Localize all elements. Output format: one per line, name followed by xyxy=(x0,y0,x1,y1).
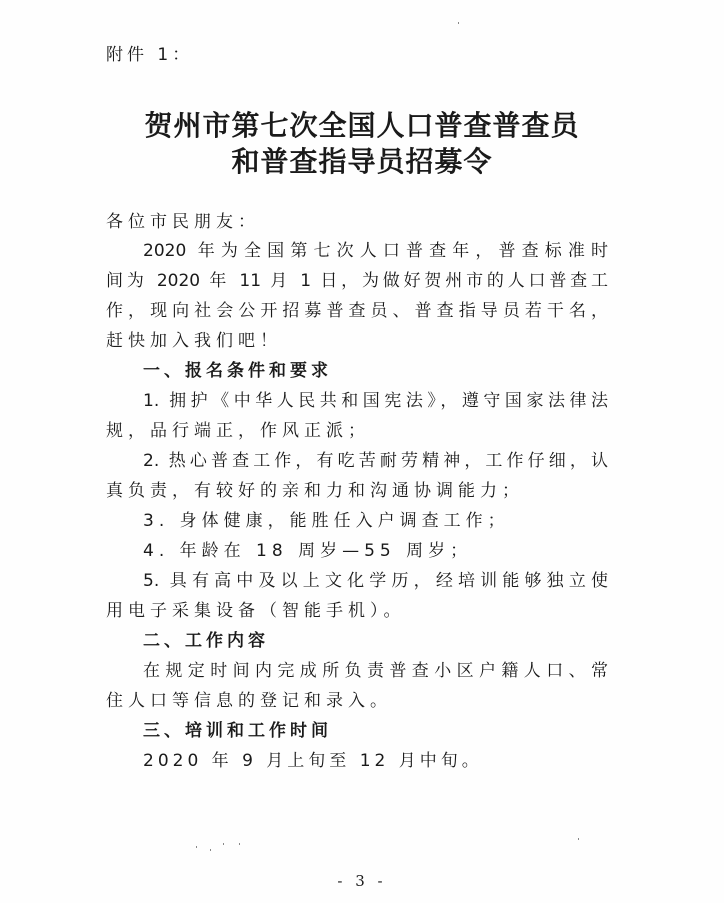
page-number: - 3 - xyxy=(337,872,387,890)
section-heading-work-content: 二、工作内容 xyxy=(143,631,269,651)
scan-speck xyxy=(210,849,211,851)
scan-speck xyxy=(458,22,459,24)
scan-speck xyxy=(196,846,197,848)
intro-line: 间为 2020 年 11 月 1 日，为做好贺州市的人口普查工 xyxy=(106,271,608,291)
section-heading-requirements: 一、报名条件和要求 xyxy=(143,361,332,381)
requirement-line: 5. 具有高中及以上文化学历，经培训能够独立使 xyxy=(143,571,608,591)
requirement-line: 真负责，有较好的亲和力和沟通协调能力； xyxy=(106,481,524,501)
scan-speck xyxy=(578,838,579,840)
requirement-line: 2. 热心普查工作，有吃苦耐劳精神，工作仔细，认 xyxy=(143,451,608,471)
requirement-line: 规，品行端正，作风正派； xyxy=(106,421,370,441)
requirement-line: 1. 拥护《中华人民共和国宪法》，遵守国家法律法 xyxy=(143,391,608,411)
document-title-line-1: 贺州市第七次全国人口普查普查员 xyxy=(144,109,580,142)
scan-speck xyxy=(223,843,224,845)
requirement-line: 4. 年龄在 18 周岁—55 周岁； xyxy=(143,541,473,561)
intro-line: 2020 年为全国第七次人口普查年，普查标准时 xyxy=(143,241,608,261)
work-content-line: 在规定时间内完成所负责普查小区户籍人口、常 xyxy=(143,661,608,681)
document-title-line-2: 和普查指导员招募令 xyxy=(231,145,493,178)
requirement-line: 用电子采集设备（智能手机）。 xyxy=(106,601,406,621)
salutation: 各位市民朋友： xyxy=(106,212,260,232)
requirement-line: 3. 身体健康，能胜任入户调查工作； xyxy=(143,511,510,531)
scan-speck xyxy=(239,843,240,845)
schedule-line: 2020 年 9 月上旬至 12 月中旬。 xyxy=(143,751,483,771)
section-heading-schedule: 三、培训和工作时间 xyxy=(143,721,332,741)
work-content-line: 住人口等信息的登记和录入。 xyxy=(106,691,392,711)
intro-line: 赶快加入我们吧！ xyxy=(106,331,282,351)
intro-line: 作，现向社会公开招募普查员、普查指导员若干名， xyxy=(106,301,608,321)
attachment-label: 附件 1： xyxy=(106,45,194,65)
